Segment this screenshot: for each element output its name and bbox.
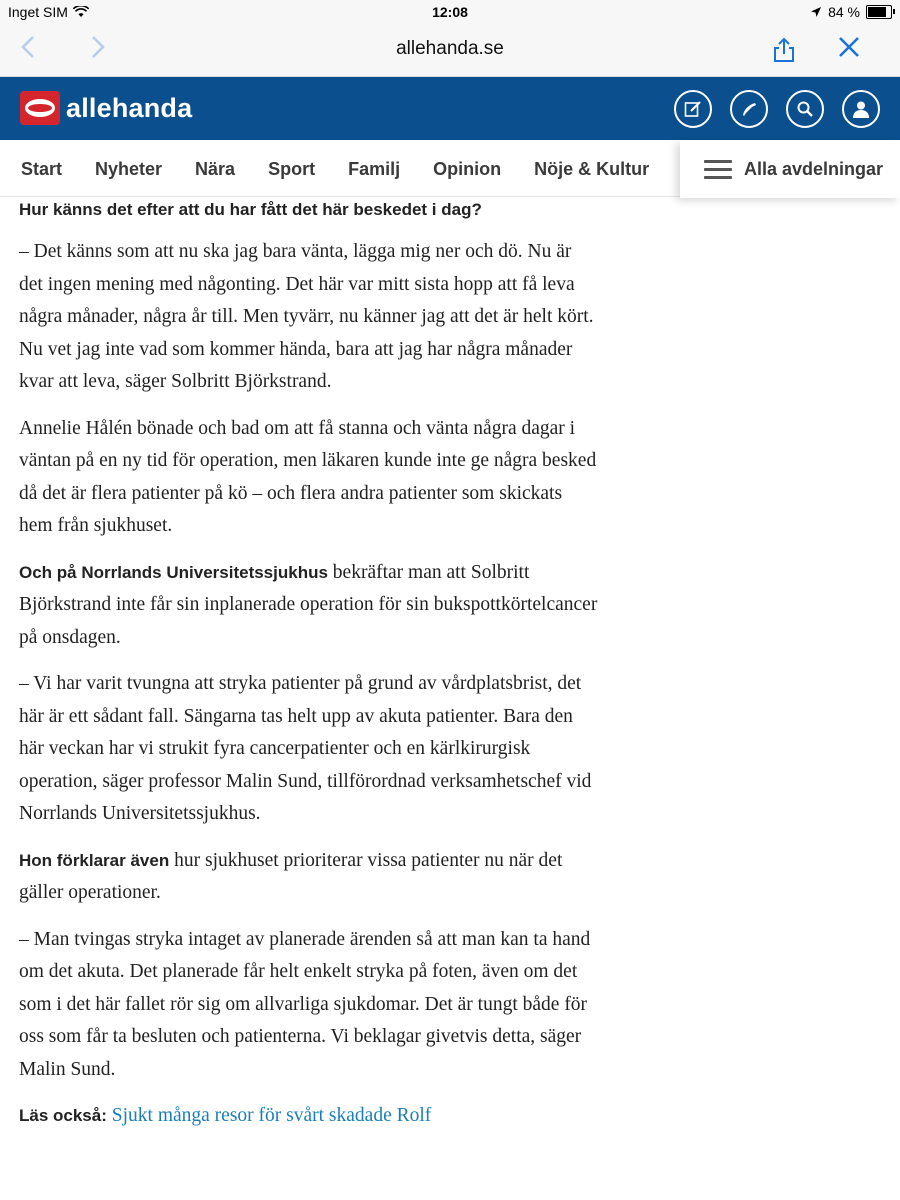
nav-item-start[interactable]: Start [21, 159, 63, 179]
read-also-link[interactable]: Sjukt många resor för svårt skadade Rolf [111, 1105, 432, 1126]
browser-toolbar [0, 24, 900, 77]
nav-item-sport[interactable]: Sport [268, 159, 316, 179]
battery-percent: 84 % [828, 4, 860, 20]
paragraph-text: bekräftar man att Solbritt Björkstrand inte får sin inplanerade operation för sin bukspottkörtelcancer på onsdagen. [19, 561, 598, 648]
article-paragraph: – Man tvingas stryka intaget av planerade ärenden så att man kan ta hand om det akuta. Det planerade får helt enkelt stryka på foten, även om det som i det här fallet rör sig om allvarliga sjukdomar. Det är tungt både för oss som får ta besluten och patienterna. Vi beklagar givetvis detta, säger Malin Sund. [19, 928, 591, 1080]
paragraph-lead: Hon förklarar även [19, 850, 170, 870]
all-sections-label: Alla avdelningar [744, 158, 884, 179]
location-arrow-icon [810, 6, 822, 18]
status-bar [0, 0, 900, 24]
nav-item-nara[interactable]: Nära [195, 159, 236, 179]
read-also [19, 1100, 599, 1133]
site-header [0, 77, 900, 140]
user-icon[interactable] [842, 90, 880, 128]
clock: 12:08 [432, 4, 468, 20]
phone-icon[interactable] [730, 90, 768, 128]
battery-fill [868, 7, 886, 17]
nav-item-nyheter[interactable]: Nyheter [95, 159, 163, 179]
menu-icon [704, 155, 732, 184]
url-field[interactable]: allehanda.se [396, 38, 504, 59]
edit-icon[interactable] [674, 90, 712, 128]
battery-icon [866, 5, 892, 19]
article-paragraph: – Vi har varit tvungna att stryka patienter på grund av vårdplatsbrist, det här är ett sådant fall. Sängarna tas helt upp av akuta patienter. Bara den här veckan har vi strukit fyra cancerpatienter och en kärlkirurgisk operation, säger professor Malin Sund, tillförordnad verksamhetschef vid Norrlands Universitetssjukhus. [19, 673, 592, 824]
carrier-label: Inget SIM [8, 4, 68, 20]
paragraph-text: hur sjukhuset prioriterar vissa patienter nu när det gäller operationer. [19, 849, 563, 903]
logo-text: allehanda [66, 92, 193, 123]
all-sections-button[interactable] [680, 140, 900, 198]
nav-item-opinion[interactable]: Opinion [433, 159, 502, 179]
article-paragraph [19, 845, 599, 910]
read-also-label: Läs också: [19, 1106, 107, 1125]
close-icon[interactable] [836, 34, 862, 66]
article-body [19, 198, 599, 1147]
logo-mark-icon [20, 91, 60, 125]
share-icon[interactable] [770, 36, 798, 69]
search-icon[interactable] [786, 90, 824, 128]
nav-item-noje-kultur[interactable]: Nöje & Kultur [534, 159, 650, 179]
site-logo[interactable] [20, 91, 192, 125]
article-paragraph: – Det känns som att nu ska jag bara vänta, lägga mig ner och dö. Nu är det ingen mening med någonting. Det här var mitt sista hopp att få leva några månader, några år till. Men tyvärr, nu känner jag att det är helt kört. Nu vet jag inte vad som kommer hända, bara att jag har några månader kvar att leva, säger Solbritt Björkstrand. [19, 241, 594, 392]
article-paragraph: Annelie Hålén bönade och bad om att få stanna och vänta några dagar i väntan på en ny tid för operation, men läkaren kunde inte ge några besked då det är flera patienter på kö – och flera andra patienter som skickats hem från sjukhuset. [19, 417, 597, 536]
article-question: Hur känns det efter att du har fått det här beskedet i dag? [19, 200, 482, 219]
article-paragraph [19, 557, 599, 655]
paragraph-lead: Och på Norrlands Universitetssjukhus [19, 562, 328, 582]
nav-item-familj[interactable]: Familj [348, 159, 401, 179]
